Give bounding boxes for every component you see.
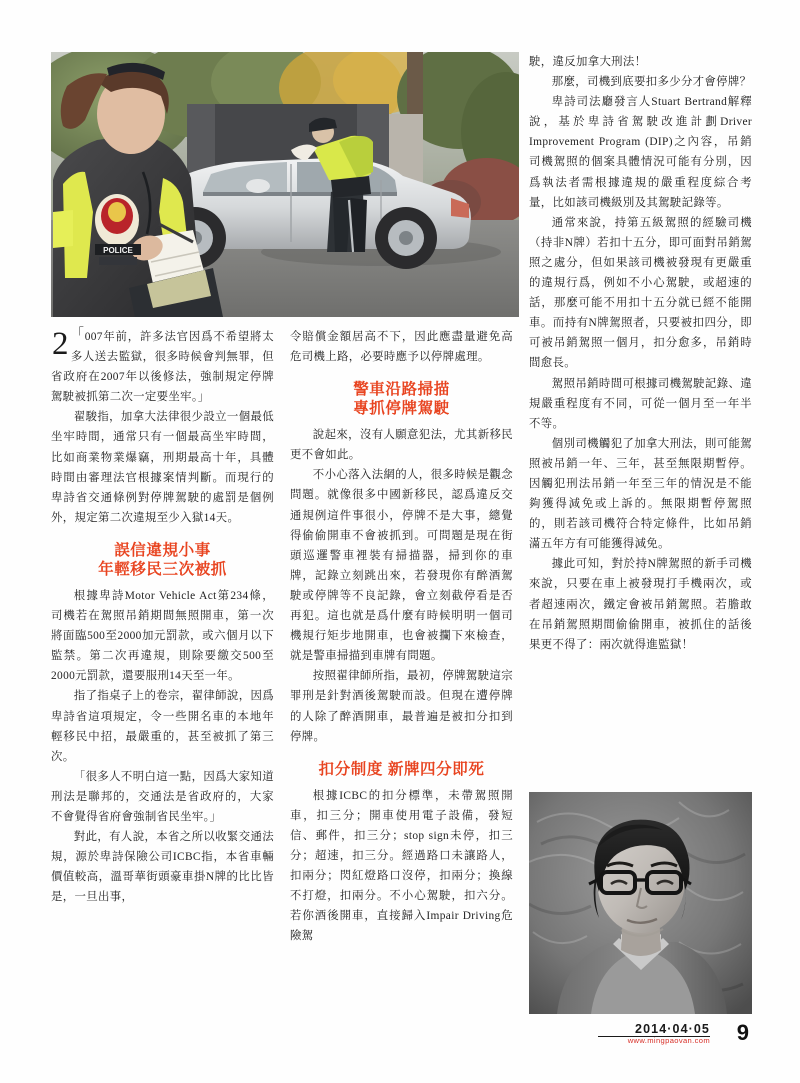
drop-cap-letter: 2 bbox=[52, 326, 69, 362]
body-paragraph: 根據ICBC的扣分標準，未帶駕照開車，扣三分；開車使用電子設備，發短信、郵件，扣三分；stop sign未停，扣三分；超速，扣三分。經過路口未讓路人，扣兩分；閃紅燈路口沒停，扣兩分；換線不打燈，扣兩分。不小心駕駛，扣六分。若你酒後開車，直接歸入Impair Driving危險駕 bbox=[290, 789, 513, 943]
body-paragraph: 那麼，司機到底要扣多少分才會停牌？ bbox=[551, 76, 752, 89]
body-paragraph: 卑詩司法廳發言人Stuart Bertrand解釋說，基於卑詩省駕駛改進計劃Driver Improvement Program (DIP)之內容，吊銷司機駕照的個案具體情況可能有分別，因爲執法者需根據違規的嚴重程度綜合考量，比如該司機級別及其駕駛記錄等。 bbox=[529, 96, 752, 209]
section-headline-3-line1: 扣分制度 新牌四分即死 bbox=[318, 760, 485, 778]
portrait-photo-graphic bbox=[529, 792, 752, 1014]
open-quote-mark: 「 bbox=[70, 326, 85, 341]
article-column-1 bbox=[51, 327, 274, 907]
section-headline-2-line2: 專抓停牌駕駛 bbox=[353, 400, 450, 418]
body-paragraph: 按照翟律師所指，最初，停牌駕駛這宗罪刑是針對酒後駕駛而設。但現在遭停牌的人除了醉酒開車，最普遍是被扣分扣到停牌。 bbox=[290, 670, 513, 743]
section-headline-1-line2: 年輕移民三次被抓 bbox=[98, 560, 227, 578]
website-url: www.mingpaovan.com bbox=[627, 1036, 710, 1045]
lead-paragraph-text: 007年前，許多法官因爲不希望將太多人送去監獄，很多時候會判無罪，但省政府在2007年以後修法，強制規定停牌駕駛被抓第二次一定要坐牢。」 bbox=[51, 331, 274, 404]
body-paragraph: 駛，違反加拿大刑法！ bbox=[529, 56, 647, 68]
body-paragraph: 「很多人不明白這一點，因爲大家知道刑法是聯邦的，交通法是省政府的，大家不會覺得省府會強制省民坐牢。」 bbox=[51, 770, 274, 823]
section-headline-1 bbox=[51, 541, 274, 579]
svg-text:POLICE: POLICE bbox=[103, 246, 133, 255]
page-footer bbox=[529, 1022, 752, 1052]
body-paragraph: 據此可知，對於持N牌駕照的新手司機來說，只要在車上被發現打手機兩次，或者超速兩次，鐵定會被吊銷駕照。若膽敢在吊銷駕照期間偷偷開車，被抓住的話後果更不得了：兩次就得進監獄！ bbox=[529, 558, 752, 651]
page-number: 9 bbox=[736, 1020, 749, 1045]
body-paragraph: 指了指桌子上的卷宗，翟律師說，因爲卑詩省這項規定，令一些開名車的本地年輕移民中招，最嚴重的，甚至被抓了第三次。 bbox=[51, 690, 274, 763]
body-paragraph: 翟駿指，加拿大法律很少設立一個最低坐牢時間，通常只有一個最高坐牢時間，比如商業物業爆竊，刑期最高十年，具體時間由審理法官根據案情判斷。而現行的卑詩省交通條例對停牌駕駛的處罰是個例外，規定第二次違規至少入獄14天。 bbox=[51, 411, 274, 524]
body-paragraph: 不小心落入法網的人，很多時候是觀念問題。就像很多中國新移民，認爲違反交通規例這件事很小，停牌不是大事，總覺得偷偷開車不會被抓到。可問題是現在街頭巡邏警車裡裝有掃描器，掃到你的車牌，記錄立刻跳出來，若發現你有醉酒駕駛或停牌等不良記錄，會立刻截停看是否再犯。這也就是爲什麼有時候明明一個司機規行矩步地開車，也會被攔下來檢查，就是警車掃描到車牌有問題。 bbox=[290, 469, 513, 663]
body-paragraph: 通常來說，持第五級駕照的經驗司機（持非N牌）若扣十五分，即可面對吊銷駕照之處分，但如果該司機被發現有更嚴重的違規行爲，例如不小心駕駛，或超速的話，那麼可能不用扣十五分就已經不能開車。而持有N牌駕照者，只要被扣四分，即可被吊銷駕照一個月，扣分愈多，吊銷時間愈長。 bbox=[529, 216, 752, 370]
body-paragraph: 駕照吊銷時間可根據司機駕駛記錄、違規嚴重程度有不同，可從一個月至一年半不等。 bbox=[529, 377, 752, 430]
section-headline-2 bbox=[290, 380, 513, 418]
section-headline-1-line1: 誤信違規小事 bbox=[114, 541, 211, 559]
hero-photo-graphic bbox=[51, 52, 519, 317]
section-headline-3 bbox=[290, 760, 513, 779]
body-paragraph: 說起來，沒有人願意犯法，尤其新移民更不會如此。 bbox=[290, 429, 513, 462]
lead-paragraph bbox=[51, 327, 274, 407]
body-paragraph: 根據卑詩Motor Vehicle Act第234條，司機若在駕照吊銷期間無照開車，第一次將面臨500至2000加元罰款，或六個月以下監禁。第二次再違規，則除要繳交500至2000元罰款，還要服刑14天至一年。 bbox=[51, 589, 274, 683]
body-paragraph: 個別司機觸犯了加拿大刑法，則可能駕照被吊銷一年、三年，甚至無限期暫停。因觸犯刑法吊銷一年至三年的情況是不能夠獲得減免或上訴的。無限期暫停駕照的，則若該司機符合特定條件，比如吊銷滿五年方有可能獲得減免。 bbox=[529, 437, 752, 551]
article-column-2 bbox=[290, 327, 513, 946]
article-column-3 bbox=[529, 52, 752, 655]
section-headline-2-line1: 警車沿路掃描 bbox=[353, 381, 450, 399]
body-paragraph: 令賠償金額居高不下，因此應盡量避免高危司機上路，必要時應予以停牌處理。 bbox=[290, 331, 513, 364]
publication-date: 2014·04·05 bbox=[635, 1022, 710, 1036]
person-portrait-photo bbox=[529, 792, 752, 1014]
police-traffic-stop-photo bbox=[51, 52, 519, 317]
body-paragraph: 對此，有人說，本省之所以收緊交通法規，源於卑詩保險公司ICBC指，本省車輛價值較高，溫哥華街頭豪車掛N牌的比比皆是，一旦出事， bbox=[51, 831, 274, 904]
